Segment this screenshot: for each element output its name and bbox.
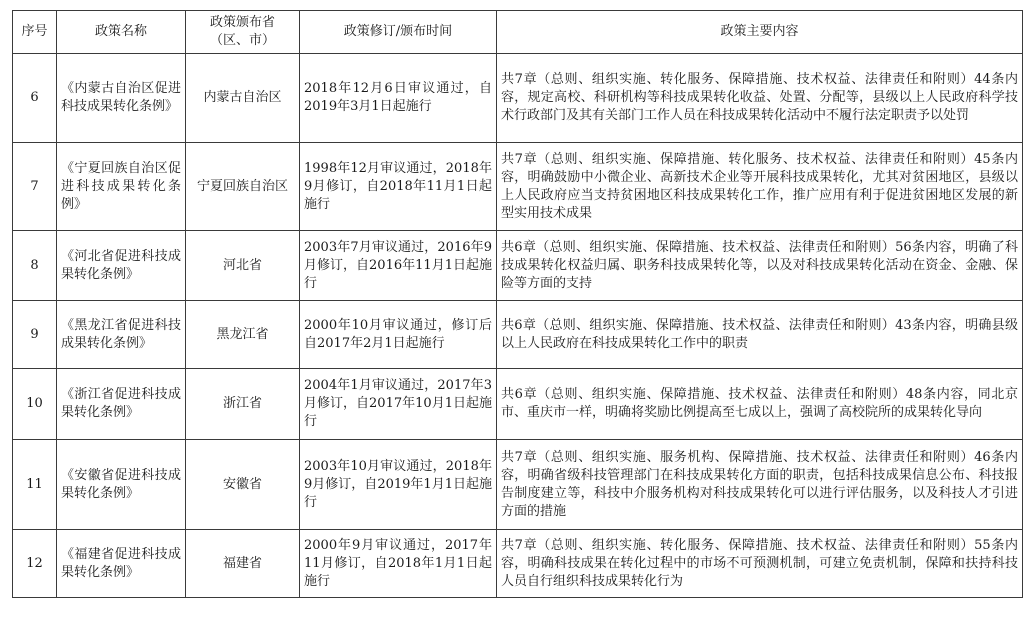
policy-time: 1998年12月审议通过，2018年9月修订，自2018年11月1日起施行 bbox=[300, 143, 497, 231]
table-row bbox=[13, 369, 1023, 440]
policy-name: 《浙江省促进科技成果转化条例》 bbox=[57, 369, 186, 440]
row-number: 10 bbox=[13, 369, 57, 440]
policy-content: 共6章（总则、组织实施、保障措施、技术权益、法律责任和附则）43条内容，明确县级以上人民政府在科技成果转化工作中的职责 bbox=[497, 301, 1023, 369]
policy-content: 共6章（总则、组织实施、保障措施、技术权益、法律责任和附则）56条内容，明确了科技成果转化权益归属、职务科技成果转化等，以及对科技成果转化活动在资金、金融、保险等方面的支持 bbox=[497, 231, 1023, 301]
header-time: 政策修订/颁布时间 bbox=[300, 11, 497, 54]
policy-province: 浙江省 bbox=[186, 369, 300, 440]
policy-province: 内蒙古自治区 bbox=[186, 54, 300, 143]
policy-content: 共7章（总则、组织实施、转化服务、保障措施、技术权益、法律责任和附则）55条内容，明确科技成果在转化过程中的市场不可预测机制，可建立免责机制，保障和扶持科技人员自行组织科技成果转化行为 bbox=[497, 530, 1023, 598]
header-province-line1: 政策颁布省 bbox=[209, 15, 275, 30]
header-province bbox=[186, 11, 300, 54]
policy-province: 河北省 bbox=[186, 231, 300, 301]
policy-time: 2018年12月6日审议通过，自2019年3月1日起施行 bbox=[300, 54, 497, 143]
table-row bbox=[13, 143, 1023, 231]
row-number: 7 bbox=[13, 143, 57, 231]
header-no: 序号 bbox=[13, 11, 57, 54]
row-number: 12 bbox=[13, 530, 57, 598]
header-name: 政策名称 bbox=[57, 11, 186, 54]
table-row bbox=[13, 231, 1023, 301]
policy-name: 《内蒙古自治区促进科技成果转化条例》 bbox=[57, 54, 186, 143]
header-province-line2: （区、市） bbox=[209, 33, 275, 48]
policy-content: 共7章（总则、组织实施、转化服务、保障措施、技术权益、法律责任和附则）44条内容，规定高校、科研机构等科技成果转化收益、处置、分配等，县级以上人民政府科学技术行政部门及其有关部门工作人员在科技成果转化活动中不履行法定职责予以处罚 bbox=[497, 54, 1023, 143]
header-content: 政策主要内容 bbox=[497, 11, 1023, 54]
table-header-row bbox=[13, 11, 1023, 54]
policy-name: 《河北省促进科技成果转化条例》 bbox=[57, 231, 186, 301]
policy-province: 安徽省 bbox=[186, 440, 300, 530]
policy-table bbox=[12, 10, 1023, 598]
policy-province: 福建省 bbox=[186, 530, 300, 598]
row-number: 8 bbox=[13, 231, 57, 301]
policy-content: 共7章（总则、组织实施、保障措施、转化服务、技术权益、法律责任和附则）45条内容，明确鼓励中小微企业、高新技术企业等开展科技成果转化，尤其对贫困地区，县级以上人民政府应当支持贫困地区科技成果转化工作，推广应用有利于促进贫困地区发展的新型实用技术成果 bbox=[497, 143, 1023, 231]
policy-name: 《黑龙江省促进科技成果转化条例》 bbox=[57, 301, 186, 369]
policy-time: 2000年9月审议通过，2017年11月修订，自2018年1月1日起施行 bbox=[300, 530, 497, 598]
row-number: 9 bbox=[13, 301, 57, 369]
policy-province: 黑龙江省 bbox=[186, 301, 300, 369]
policy-name: 《福建省促进科技成果转化条例》 bbox=[57, 530, 186, 598]
row-number: 11 bbox=[13, 440, 57, 530]
policy-time: 2000年10月审议通过，修订后自2017年2月1日起施行 bbox=[300, 301, 497, 369]
policy-content: 共6章（总则、组织实施、保障措施、技术权益、法律责任和附则）48条内容，同北京市、重庆市一样，明确将奖励比例提高至七成以上，强调了高校院所的成果转化导向 bbox=[497, 369, 1023, 440]
table-row bbox=[13, 54, 1023, 143]
policy-time: 2003年7月审议通过，2016年9月修订，自2016年11月1日起施行 bbox=[300, 231, 497, 301]
policy-name: 《宁夏回族自治区促进科技成果转化条例》 bbox=[57, 143, 186, 231]
row-number: 6 bbox=[13, 54, 57, 143]
policy-name: 《安徽省促进科技成果转化条例》 bbox=[57, 440, 186, 530]
policy-content: 共7章（总则、组织实施、服务机构、保障措施、技术权益、法律责任和附则）46条内容，明确省级科技管理部门在科技成果转化方面的职责，包括科技成果信息公布、科技报告制度建立等，科技中介服务机构对科技成果转化可以进行评估服务，以及科技人才引进方面的措施 bbox=[497, 440, 1023, 530]
table-row bbox=[13, 530, 1023, 598]
policy-province: 宁夏回族自治区 bbox=[186, 143, 300, 231]
table-row bbox=[13, 440, 1023, 530]
policy-time: 2004年1月审议通过，2017年3月修订，自2017年10月1日起施行 bbox=[300, 369, 497, 440]
policy-table-container bbox=[12, 10, 1023, 598]
policy-time: 2003年10月审议通过，2018年9月修订，自2019年1月1日起施行 bbox=[300, 440, 497, 530]
table-row bbox=[13, 301, 1023, 369]
